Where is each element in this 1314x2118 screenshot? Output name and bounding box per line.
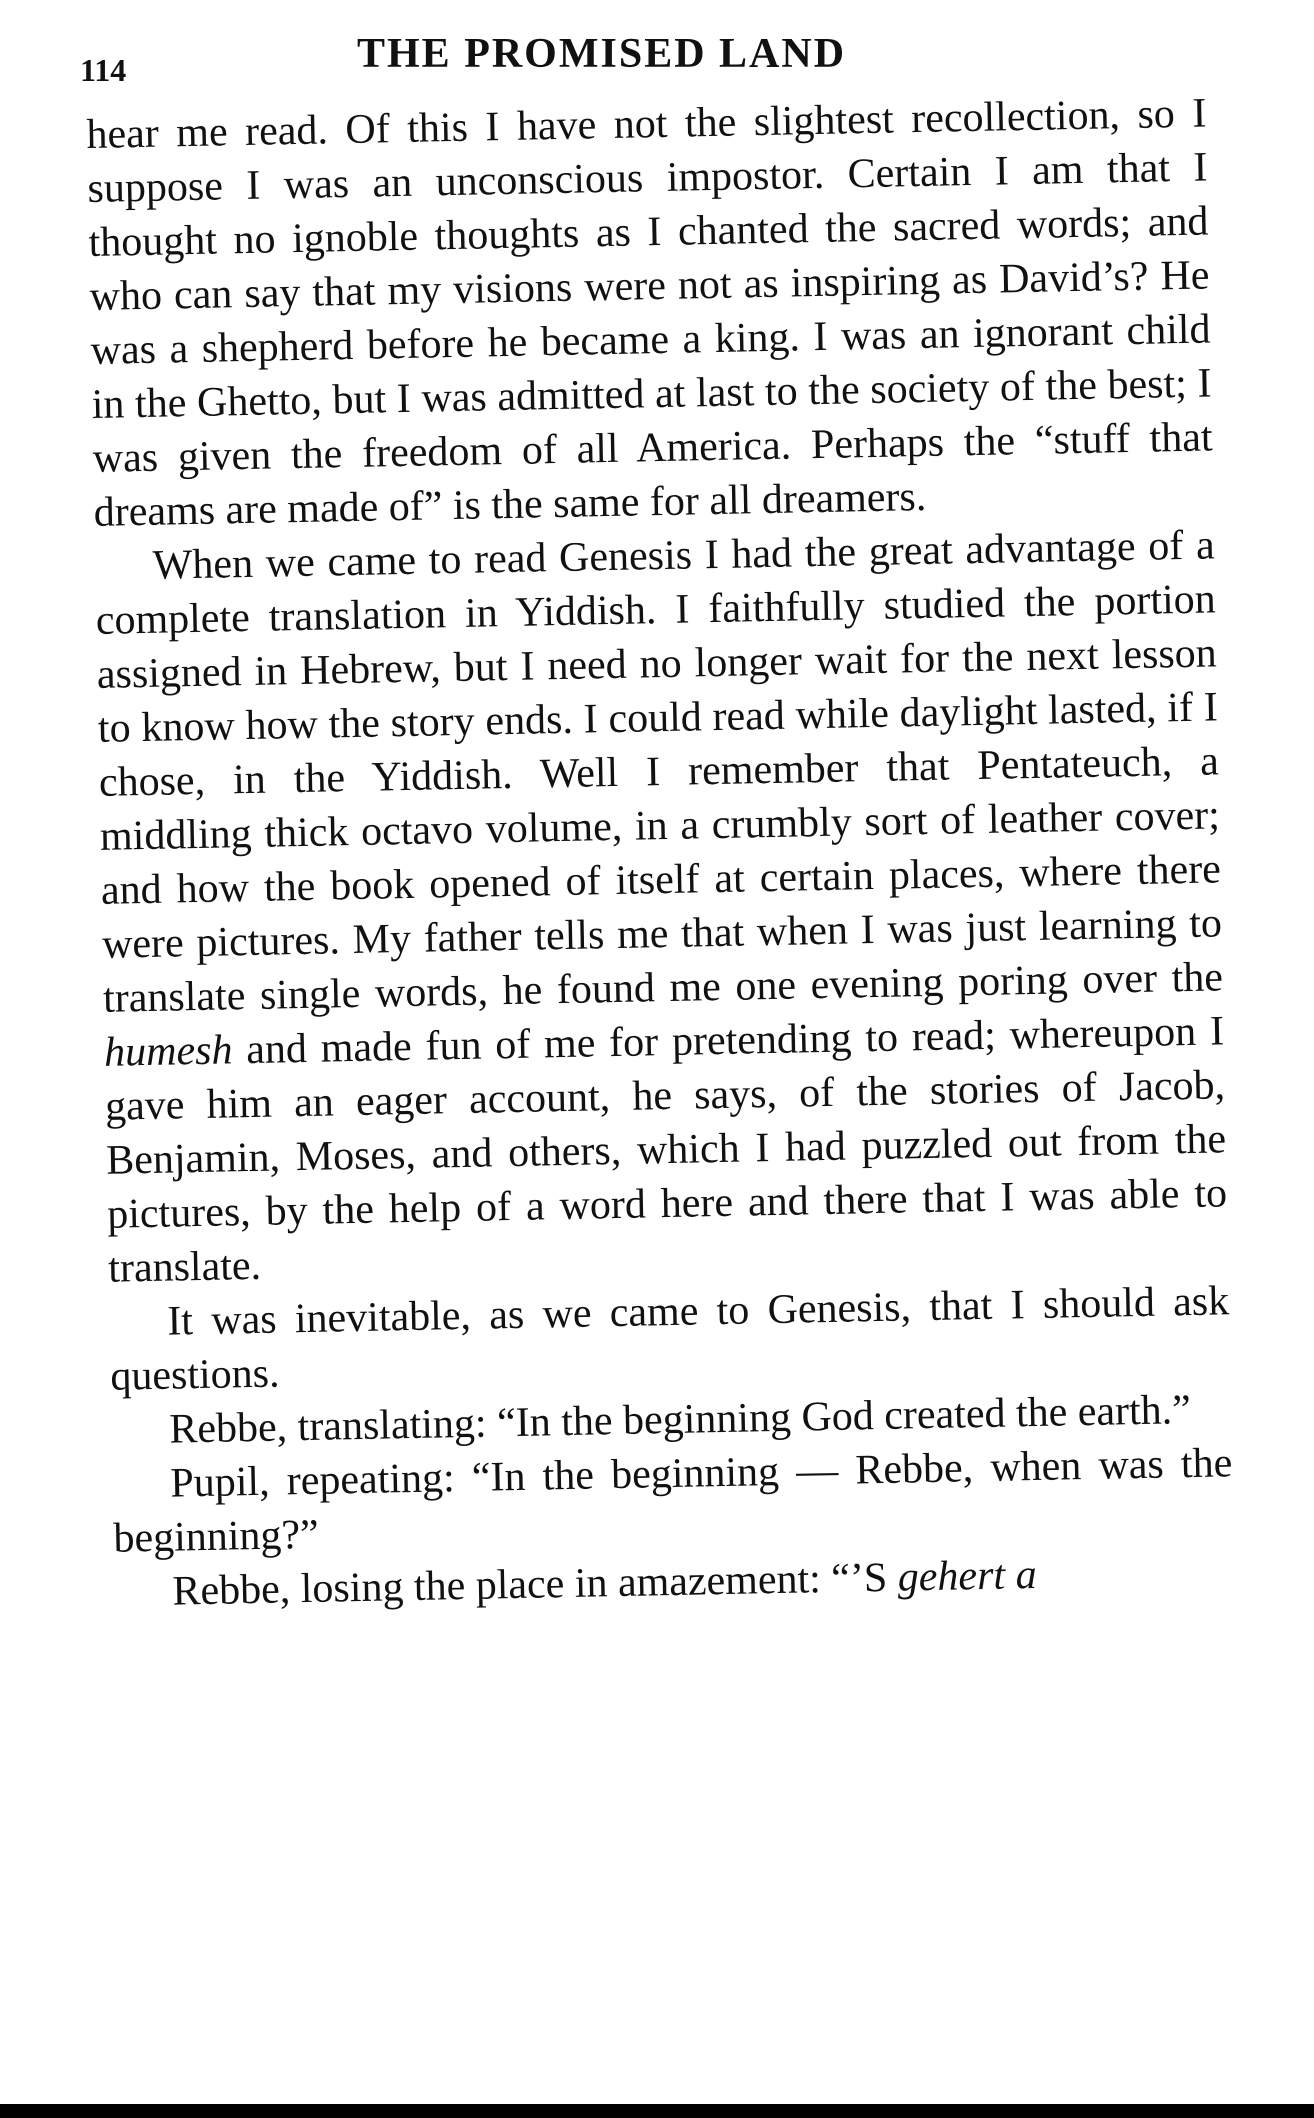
paragraph-1: hear me read. Of this I have not the slightest recollection, so I suppose I was an unconscious impostor. Certain I am that I thought no ignoble thoughts as I chanted the sacred words; and who can say that my visions were not as inspiring as David’s? He was a shepherd before he became a king. I was an ignorant child in the Ghetto, but I was admitted at last to the society of the best; I was given the freedom of all America. Perhaps the “stuff that dreams are made of” is the same for all dreamers. <box>86 90 1213 536</box>
page-number: 114 <box>80 52 127 88</box>
paragraph-2-italic-humesh: humesh <box>103 1027 233 1076</box>
paragraph-6-text: Rebbe, losing the place in amazement: “’S <box>172 1554 888 1615</box>
paragraph-2-text-b: and made fun of me for pretending to read; whereupon I gave him an eager account, he says, of the stories of Jacob, Benjamin, Moses, and others, which I had puzzled out from the pictures, by the help of a word here and there that I was able to translate. <box>104 1008 1228 1292</box>
paragraph-5: Pupil, repeating: “In the beginning — Rebbe, when was the beginning?” <box>113 1440 1233 1562</box>
paragraph-2-text-a: When we came to read Genesis I had the great advantage of a complete translation in Yiddish. I faithfully studied the portion assigned in Hebrew, but I need no longer wait for the next lesson to know how the story ends. I could read while daylight lasted, if I chose, in the Yiddish. Well I remember that Pentateuch, a middling thick octavo volume, in a crumbly sort of leather cover; and how the book opened of itself at certain places, where there were pictures. My father tells me that when I was just learning to translate single words, he found me one evening poring over the <box>95 522 1224 1022</box>
body-text <box>86 86 1235 1619</box>
paragraph-3: It was inevitable, as we came to Genesis, that I should ask questions. <box>109 1278 1230 1400</box>
paragraph-2 <box>94 518 1228 1295</box>
scan-bottom-border <box>0 2104 1314 2118</box>
paragraph-6-italic: gehert a <box>897 1552 1038 1601</box>
running-title: THE PROMISED LAND <box>357 31 847 77</box>
paragraph-4: Rebbe, translating: “In the beginning God created the earth.” <box>168 1387 1192 1453</box>
